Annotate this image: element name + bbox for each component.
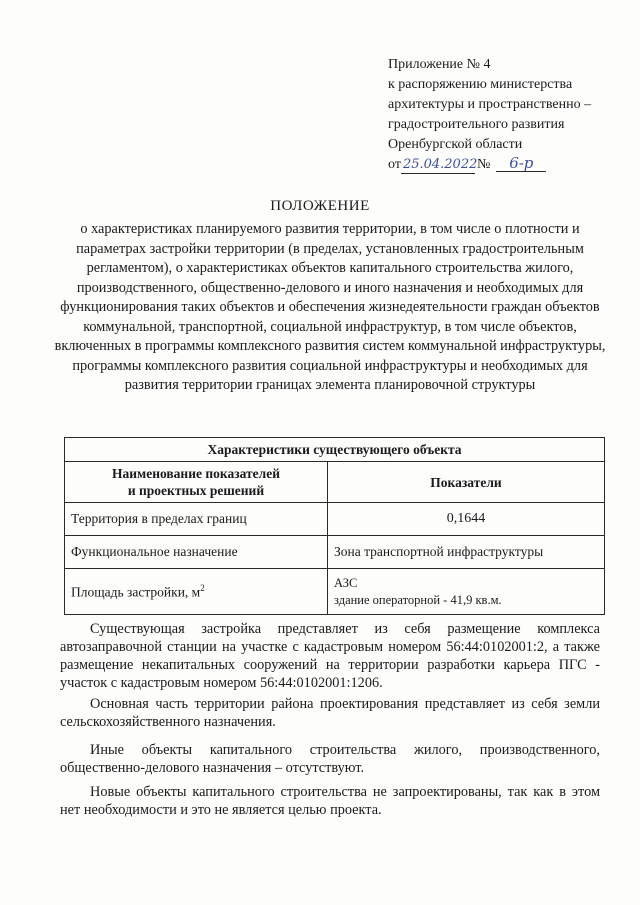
- appendix-line-3: архитектуры и пространственно –: [388, 97, 592, 112]
- appendix-block: [388, 55, 628, 175]
- row-value: 0,1644: [328, 503, 605, 536]
- appendix-line-4: градостроительного развития: [388, 117, 565, 132]
- handwritten-number: 6-р: [496, 155, 546, 172]
- appendix-line-2: к распоряжению министерства: [388, 77, 573, 92]
- document-subtitle: о характеристиках планируемого развития территории, в том числе о плотности и параметрах застройки территории (в пределах, установленных градостроительным регламентом), о характеристиках объектов капитального строительства жилого, производственного, общественно-делового и иного назначения и необходимых для функционирования таких объектов и обеспечения жизнедеятельности граждан объектов коммунальной, транспортной, социальной инфраструктур, в том числе объектов, включенных в программы комплексного развития систем коммунальной инфраструктуры, программы комплексного развития социальной инфраструктуры и необходимых для развития территории границах элемента планировочной структуры: [54, 221, 606, 393]
- appendix-line-1: Приложение № 4: [388, 57, 491, 72]
- row-name: [65, 569, 328, 615]
- column-header-value: Показатели: [328, 462, 605, 503]
- row-name-superscript: 2: [200, 582, 205, 593]
- paragraph-other-objects: Иные объекты капитального строительства жилого, производственного, общественно-делового назначения – отсутствуют.: [60, 742, 600, 776]
- column-header-name: [65, 462, 328, 503]
- table-row: [65, 503, 605, 536]
- row-value: [328, 569, 605, 615]
- row-name-text: Площадь застройки, м: [71, 584, 201, 600]
- row-name: Территория в пределах границ: [65, 503, 328, 536]
- paragraph-main-territory: Основная часть территории района проектирования представляет из себя земли сельскохозяйственного назначения.: [60, 696, 600, 730]
- handwritten-date: 25.04.2022: [402, 157, 478, 172]
- date-prefix: от: [388, 157, 401, 172]
- row-value-line-2: здание операторной - 41,9 кв.м.: [334, 592, 502, 607]
- appendix-line-5: Оренбургской области: [388, 137, 523, 152]
- number-prefix: №: [476, 157, 491, 172]
- document-title: ПОЛОЖЕНИЕ: [270, 198, 370, 214]
- characteristics-table: [64, 437, 605, 615]
- paragraph-existing-development: Существующая застройка представляет из себя размещение комплекса автозаправочной станции на участке с кадастровым номером 56:44:0102001:2, а также размещение некапитальных сооружений на территории разработки карьера ПГС - участок с кадастровым номером 56:44:0102001:1206.: [60, 621, 600, 691]
- column-header-name-line-1: Наименование показателей: [111, 466, 281, 481]
- paragraph-new-objects: Новые объекты капитального строительства не запроектированы, так как в этом нет необходимости и это не является целью проекта.: [60, 784, 600, 818]
- order-date-number: [388, 155, 628, 175]
- row-name: Функциональное назначение: [65, 536, 328, 569]
- table-row: [65, 536, 605, 569]
- table-row: [65, 569, 605, 615]
- column-header-name-line-2: и проектных решений: [127, 483, 265, 498]
- row-value-line-1: АЗС: [334, 575, 358, 590]
- table-caption: Характеристики существующего объекта: [65, 438, 605, 462]
- row-value: Зона транспортной инфраструктуры: [328, 536, 605, 569]
